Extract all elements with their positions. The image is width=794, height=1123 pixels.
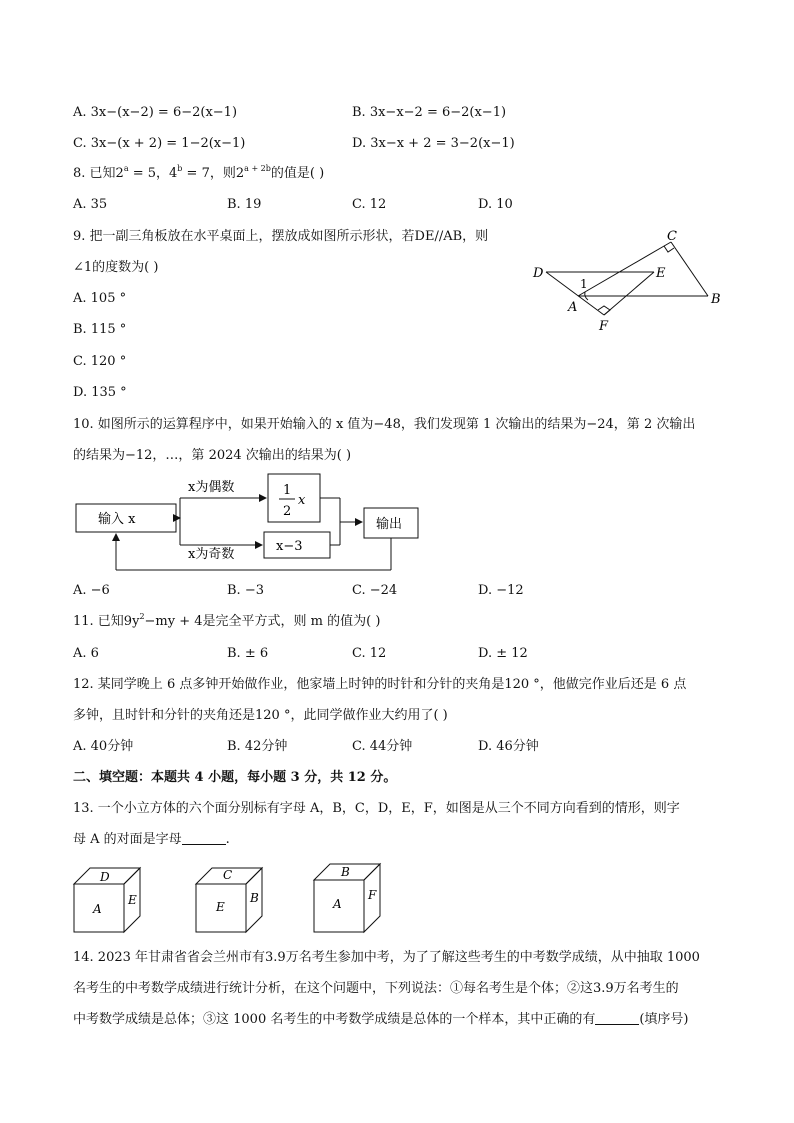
- q9-option-a: A. 105 °: [73, 291, 127, 306]
- q7-option-d: D. 3x−x + 2 = 3−2(x−1): [352, 136, 515, 151]
- cube-2-side: B: [250, 891, 259, 905]
- q9-stem-line1: 9. 把一副三角板放在水平桌面上，摆放成如图所示形状，若DE//AB，则: [73, 229, 489, 244]
- fraction-denominator: 2: [283, 504, 292, 519]
- q14-stem-line3: 中考数学成绩是总体；③这 1000 名考生的中考数学成绩是总体的一个样本，其中正确的有 (填序号): [73, 1012, 689, 1027]
- line-ef: [604, 272, 654, 315]
- label-angle-1: 1: [580, 277, 588, 291]
- even-label: x为偶数: [188, 480, 235, 495]
- fraction-variable: x: [298, 493, 306, 508]
- right-angle-f: [598, 306, 610, 315]
- q9-triangle-figure: [528, 226, 728, 336]
- q8-stem: 8. 已知$2^a = 5$，$4^b = 7$，则$2^{a + 2b}$的值是( ): [73, 164, 325, 181]
- section-title: 二、填空题：本题共 4 小题，每小题 3 分，共 12 分。: [73, 770, 397, 785]
- label-b: B: [711, 292, 721, 307]
- cube-1-side: E: [128, 893, 137, 907]
- q12-option-b: B. 42分钟: [227, 739, 288, 754]
- q9-option-b: B. 115 °: [73, 322, 127, 337]
- cube-2-front: E: [216, 900, 225, 914]
- input-label: 输入 x: [98, 512, 136, 527]
- q10-option-a: A. −6: [73, 583, 110, 598]
- q7-option-c: C. 3x−(x + 2) = 1−2(x−1): [73, 136, 246, 151]
- q8-option-b: B. 19: [227, 197, 262, 212]
- line-cb: [671, 242, 708, 296]
- right-angle-c: [664, 246, 674, 252]
- q9-option-c: C. 120 °: [73, 354, 127, 369]
- q13-stem-line1: 13. 一个小立方体的六个面分别标有字母 A，B，C，D，E，F，如图是从三个不同方向看到的情形，则字: [73, 801, 680, 816]
- q12-option-c: C. 44分钟: [352, 739, 413, 754]
- q12-option-a: A. 40分钟: [73, 739, 134, 754]
- cube-3-front: A: [333, 897, 342, 911]
- q12-stem-line2: 多钟，且时针和分针的夹角还是120 °，此同学做作业大约用了( ): [73, 708, 448, 723]
- q10-stem-line1: 10. 如图所示的运算程序中，如果开始输入的 x 值为−48，我们发现第 1 次输出的结果为−24，第 2 次输出: [73, 417, 696, 432]
- fraction-numerator: 1: [283, 483, 292, 498]
- q9-option-d: D. 135 °: [73, 385, 127, 400]
- q8-option-c: C. 12: [352, 197, 387, 212]
- q11-option-d: D. ± 12: [478, 646, 528, 661]
- q10-option-c: C. −24: [352, 583, 398, 598]
- cube-1-top: D: [100, 870, 110, 884]
- q8-option-a: A. 35: [73, 197, 108, 212]
- q14-answer-blank[interactable]: [595, 1012, 639, 1025]
- q13-cubes-figure: [70, 862, 420, 938]
- cube-1-front: A: [93, 902, 102, 916]
- half-box: [268, 474, 320, 522]
- label-a: A: [568, 300, 578, 315]
- cube-3-top: B: [341, 865, 350, 879]
- output-label: 输出: [376, 517, 403, 532]
- q10-option-b: B. −3: [227, 583, 264, 598]
- minus-label: x−3: [276, 539, 303, 554]
- cube-3-side: F: [368, 888, 377, 902]
- cube-2-top: C: [223, 868, 233, 882]
- label-f: F: [599, 319, 609, 334]
- q12-option-d: D. 46分钟: [478, 739, 539, 754]
- q11-option-a: A. 6: [73, 646, 99, 661]
- odd-label: x为奇数: [188, 547, 235, 562]
- q14-stem-line1: 14. 2023 年甘肃省省会兰州市有3.9万名考生参加中考，为了了解这些考生的中考数学成绩，从中抽取 1000: [73, 950, 700, 965]
- q9-stem-line2: ∠1的度数为( ): [73, 260, 159, 275]
- label-c: C: [667, 229, 677, 244]
- q10-option-d: D. −12: [478, 583, 524, 598]
- label-e: E: [656, 266, 666, 281]
- q13-stem-line2: 母 A 的对面是字母 .: [73, 832, 230, 847]
- q7-option-b: B. 3x−x−2 = 6−2(x−1): [352, 105, 507, 120]
- q7-option-a: A. 3x−(x−2) = 6−2(x−1): [73, 105, 238, 120]
- q11-option-b: B. ± 6: [227, 646, 269, 661]
- q8-option-d: D. 10: [478, 197, 513, 212]
- q11-option-c: C. 12: [352, 646, 387, 661]
- q14-stem-line2: 名考生的中考数学成绩进行统计分析，在这个问题中，下列说法：①每名考生是个体；②这3.9万名考生的: [73, 981, 679, 996]
- q11-stem: 11. 已知$9y^2-my + 4$是完全平方式，则 m 的值为( ): [73, 612, 381, 629]
- label-d: D: [533, 266, 544, 281]
- q10-stem-line2: 的结果为−12，…，第 2024 次输出的结果为( ): [73, 448, 352, 463]
- q13-answer-blank[interactable]: [182, 832, 226, 845]
- q12-stem-line1: 12. 某同学晚上 6 点多钟开始做作业，他家墙上时钟的时针和分针的夹角是120 °，他做完作业后还是 6 点: [73, 677, 687, 692]
- q10-flowchart: [70, 470, 430, 582]
